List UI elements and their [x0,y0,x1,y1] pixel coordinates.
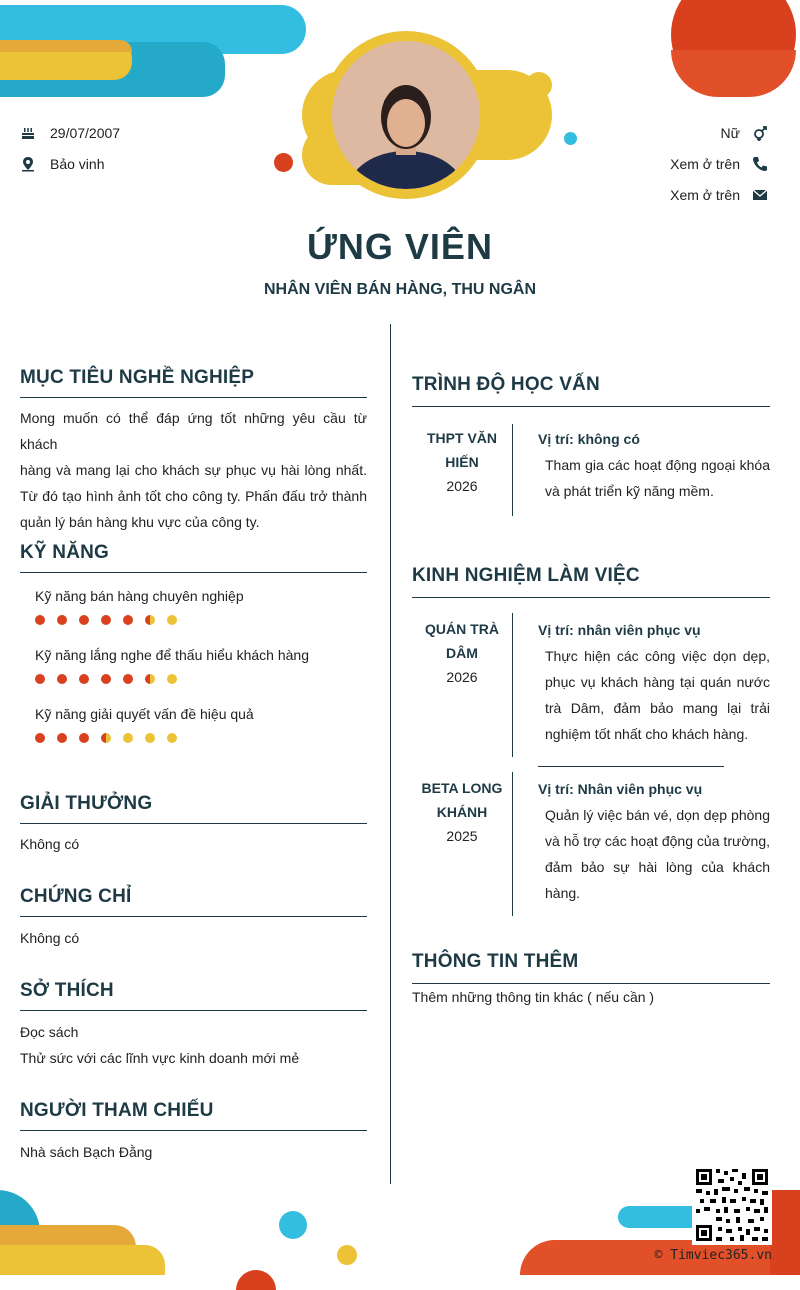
skill-dot [123,733,133,743]
skill-dot [101,674,111,684]
candidate-position: NHÂN VIÊN BÁN HÀNG, THU NGÂN [264,281,536,298]
extra-rule [412,983,770,984]
hobbies-heading: SỞ THÍCH [20,980,114,1001]
qr-code [692,1165,772,1245]
education-rule [412,406,770,407]
gender-icon [752,125,768,141]
small-yellow-dot [526,72,552,98]
skill-name: Kỹ năng bán hàng chuyên nghiệp [35,588,244,604]
objective-text: Mong muốn có thể đáp ứng tốt những yêu cầu từ khách hàng và mang lại cho khách sự phục vụ hài lòng nhất. Từ đó tạo hình ảnh tốt cho công ty. Phấn đấu trở thành quản lý bán hàng khu vực của công ty. [20,410,367,530]
job-desc: Thực hiện các công việc dọn dẹp, phục vụ khách hàng tại quán nước trà Dâm, đảm bảo mang lại trải nghiệm tốt nhất cho khách hàng. [545,648,770,742]
phone-icon [752,156,768,172]
address-text: Bảo vinh [50,156,105,172]
skill-dot [167,674,177,684]
skill-dot [57,674,67,684]
footer-brand: © Timviec365.vn [654,1248,772,1263]
job-timeline [512,772,513,916]
skill-dot [101,615,111,625]
extra-heading: THÔNG TIN THÊM [412,951,579,972]
location-pin-icon [20,156,36,172]
top-left-orange-strip [0,40,132,52]
skill-dot [79,733,89,743]
job-timeline [512,613,513,757]
education-desc: Tham gia các hoạt động ngoại khóa và phát triển kỹ năng mềm. [545,457,770,499]
skill-dot [35,674,45,684]
skill-dot [57,733,67,743]
references-text: Nhà sách Bạch Đằng [20,1144,153,1160]
column-divider [390,324,391,1184]
skill-dot [79,674,89,684]
awards-text: Không có [20,836,80,852]
job-company: BETA LONG KHÁNH 2025 [421,780,503,844]
small-orange-dot [274,153,293,172]
bottom-right-orange-tab [770,1190,800,1275]
certificates-text: Không có [20,930,80,946]
awards-rule [20,823,367,824]
email-text: Xem ở trên [670,187,740,203]
bottom-cyan-dot [279,1211,307,1239]
cake-icon [20,125,36,141]
job-role: Vị trí: Nhân viên phục vụ [538,781,703,797]
hobby-item: Thử sức với các lĩnh vực kinh doanh mới mẻ [20,1050,300,1066]
skill-name: Kỹ năng lắng nghe để thấu hiểu khách hàng [35,647,310,663]
profile-photo [322,31,490,199]
education-heading: TRÌNH ĐỘ HỌC VẤN [412,374,600,395]
awards-heading: GIẢI THƯỞNG [20,793,153,814]
phone-row [670,156,768,172]
skill-dot [101,733,111,743]
candidate-name: ỨNG VIÊN [307,226,493,267]
skill-dot [167,615,177,625]
bottom-yellow-dot [337,1245,357,1265]
education-timeline [512,424,513,516]
objective-heading: MỤC TIÊU NGHỀ NGHIỆP [20,367,255,388]
bottom-orange-half [236,1270,276,1290]
small-cyan-dot [564,132,577,145]
skill-name: Kỹ năng giải quyết vấn đề hiệu quả [35,706,254,722]
birthday-text: 29/07/2007 [50,125,121,141]
skill-dot [79,615,89,625]
references-rule [20,1130,367,1131]
envelope-icon [752,187,768,203]
skill-rating [35,733,177,743]
certificates-rule [20,916,367,917]
education-school: THPT VĂN HIẾN 2026 [427,430,497,494]
objective-rule [20,397,367,398]
qr-code-image [692,1165,772,1245]
job-role: Vị trí: nhân viên phục vụ [538,622,701,638]
skill-dot [123,615,133,625]
gender-row [721,125,768,141]
skill-dot [145,733,155,743]
address-row [20,156,104,172]
gender-text: Nữ [720,125,740,141]
hobby-item: Đọc sách [20,1024,79,1040]
skills-rule [20,572,367,573]
hobbies-rule [20,1010,367,1011]
skill-dot [145,674,155,684]
birthday-row [20,125,120,141]
extra-text: Thêm những thông tin khác ( nếu cần ) [412,989,655,1005]
bottom-left-yellow-blob [0,1245,165,1275]
references-heading: NGƯỜI THAM CHIẾU [20,1100,214,1121]
certificates-heading: CHỨNG CHỈ [20,886,132,907]
job-desc: Quản lý việc bán vé, dọn dẹp phòng và hỗ trợ các hoạt động của trường, đảm bảo sự hài lòng của khách hàng. [545,807,770,901]
skill-dot [123,674,133,684]
job-separator [538,766,724,767]
top-right-orange-lighter [671,50,796,97]
skill-dot [145,615,155,625]
skill-dot [35,733,45,743]
education-role: Vị trí: không có [538,431,640,447]
skill-dot [57,615,67,625]
job-company: QUÁN TRÀ DÂM 2026 [425,621,499,685]
skill-rating [35,615,177,625]
skill-rating [35,674,177,684]
phone-text: Xem ở trên [670,156,740,172]
experience-rule [412,597,770,598]
email-row [670,187,768,203]
experience-heading: KINH NGHIỆM LÀM VIỆC [412,565,640,586]
skills-heading: KỸ NĂNG [20,542,110,563]
skill-dot [35,615,45,625]
skill-dot [167,733,177,743]
